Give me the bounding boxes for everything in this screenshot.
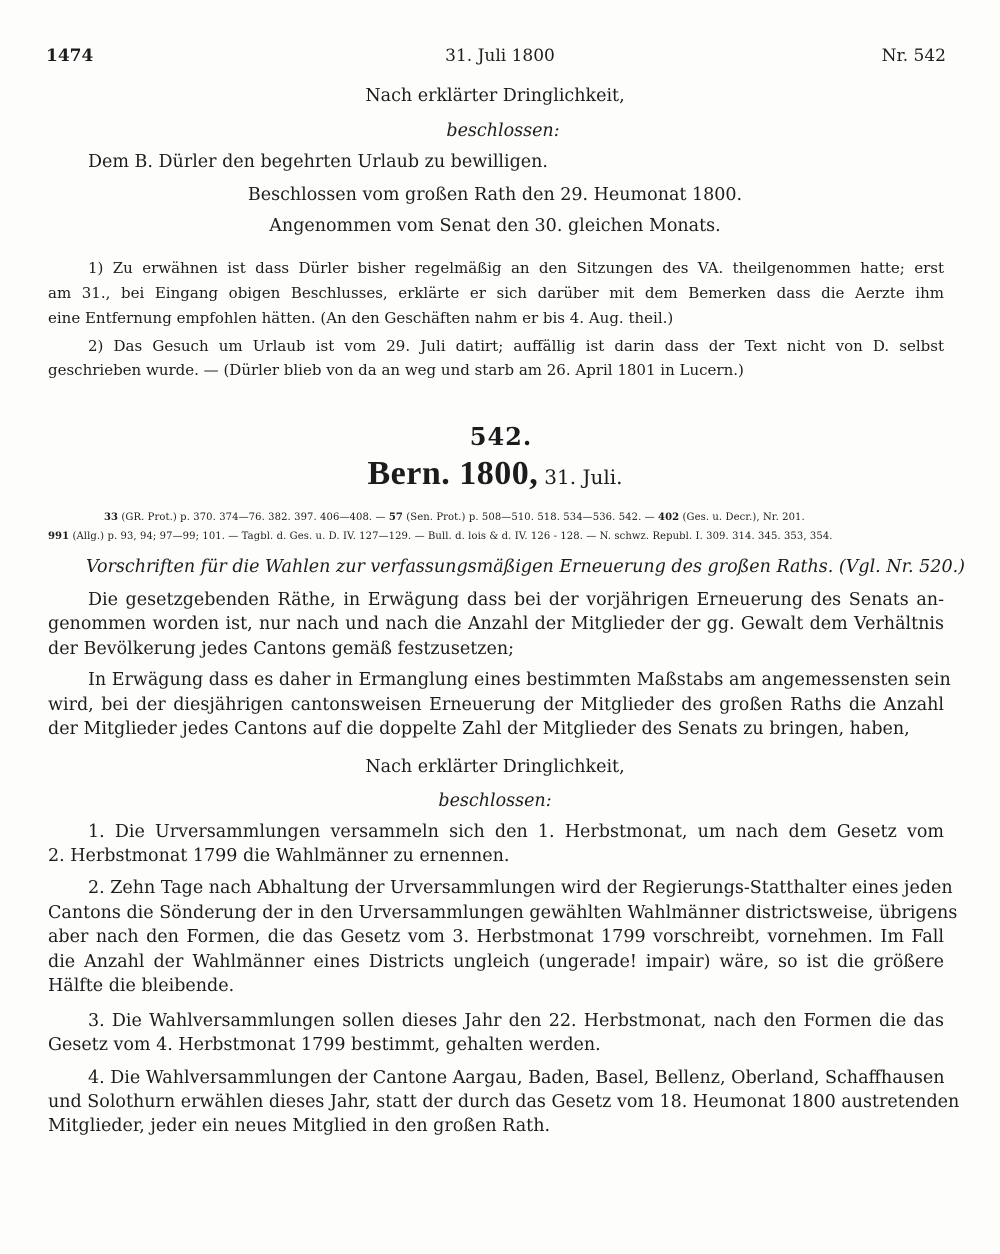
text-line: genommen worden ist, nur nach und nach die Anzahl der Mitglieder der gg. Gewalt dem Verhältnis [48, 614, 944, 634]
document-number-text: 542. [469, 422, 533, 451]
document-place-year: Bern. 1800, [367, 455, 539, 492]
sources-line-1 [104, 512, 805, 523]
source-ref-number: 57 [388, 512, 403, 523]
text-line: 1. Die Urversammlungen versammeln sich den 1. Herbstmonat, um nach dem Gesetz vom [88, 822, 944, 842]
source-ref-number: 402 [658, 512, 680, 523]
source-ref-text: (Sen. Prot.) p. 508—510. 518. 534—536. 542. — [402, 512, 659, 523]
text-line: Mitglieder, jeder ein neues Mitglied in den großen Rath. [48, 1116, 551, 1136]
prev-urgency-line: Nach erklärter Dringlichkeit, [365, 86, 625, 106]
text-line: die Anzahl der Wahlmänner eines Districts ungleich (ungerade! impair) wäre, so ist die größere [48, 952, 944, 972]
text-line: Hälfte die bleibende. [48, 976, 235, 996]
text-line: Die gesetzgebenden Räthe, in Erwägung dass bei der vorjährigen Erneuerung des Senats an- [88, 590, 944, 610]
text-line: Gesetz vom 4. Herbstmonat 1799 bestimmt, gehalten werden. [48, 1035, 601, 1055]
footnote-line: geschrieben wurde. — (Dürler blieb von da an weg und starb am 26. April 1801 in Lucern.) [48, 361, 744, 379]
text-line: der Bevölkerung jedes Cantons gemäß festzusetzen; [48, 639, 515, 659]
footnote-line: am 31., bei Eingang obigen Beschlusses, erklärte er sich darüber mit dem Bemerken dass die Aerzte ihm [48, 284, 944, 302]
text-line: der Mitglieder jedes Cantons auf die doppelte Zahl der Mitglieder des Senats zu bringen, haben, [48, 719, 910, 739]
document-date: 31. Juli. [544, 465, 623, 489]
source-ref-text: (Ges. u. Decr.), Nr. 201. [679, 512, 805, 523]
running-head-date: 31. Juli 1800 [445, 46, 555, 66]
text-line: und Solothurn erwählen dieses Jahr, statt der durch das Gesetz vom 18. Heumonat 1800 austretenden [48, 1092, 960, 1112]
text-line: 4. Die Wahlversammlungen der Cantone Aargau, Baden, Basel, Bellenz, Oberland, Schaffhausen [88, 1068, 945, 1088]
text-line: aber nach den Formen, die das Gesetz vom 3. Herbstmonat 1799 vorschreibt, vornehmen. Im Fall [48, 927, 944, 947]
prev-approval-great-council: Beschlossen vom großen Rath den 29. Heumonat 1800. [247, 185, 743, 205]
source-ref-text: (GR. Prot.) p. 370. 374—76. 382. 397. 406—408. — [118, 512, 389, 523]
prev-resolved-line: beschlossen: [446, 121, 560, 141]
text-line: Cantons die Sönderung der in den Urversammlungen gewählten Wahlmänner districtsweise, übrigens [48, 903, 958, 923]
urgency-line: Nach erklärter Dringlichkeit, [365, 757, 625, 777]
footnote-line: 2) Das Gesuch um Urlaub ist vom 29. Juli datirt; auffällig ist darin dass der Text nicht von D. selbst [88, 337, 944, 355]
footnote-line: eine Entfernung empfohlen hätten. (An den Geschäften nahm er bis 4. Aug. theil.) [48, 309, 674, 327]
text-line: In Erwägung dass es daher in Ermanglung eines bestimmten Maßstabs am angemessensten sein [88, 670, 951, 690]
sources-line-2 [48, 531, 833, 542]
text-line: 3. Die Wahlversammlungen sollen dieses Jahr den 22. Herbstmonat, nach den Formen die das [88, 1011, 944, 1031]
document-title: Vorschriften für die Wahlen zur verfassungsmäßigen Erneuerung des großen Raths. (Vgl. Nr. 520.) [86, 557, 965, 577]
document-heading [0, 455, 990, 493]
resolved-line: beschlossen: [438, 791, 552, 811]
text-line: 2. Herbstmonat 1799 die Wahlmänner zu ernennen. [48, 846, 510, 866]
text-line: 2. Zehn Tage nach Abhaltung der Urversammlungen wird der Regierungs-Statthalter eines jeden [88, 878, 953, 898]
document-number [0, 422, 996, 451]
prev-decision-line: Dem B. Dürler den begehrten Urlaub zu bewilligen. [88, 152, 548, 172]
running-head-number: Nr. 542 [881, 46, 946, 66]
footnote-line: 1) Zu erwähnen ist dass Dürler bisher regelmäßig an den Sitzungen des VA. theilgenommen hatte; erst [88, 259, 944, 277]
source-ref-number: 991 [48, 531, 70, 542]
prev-approval-senate: Angenommen vom Senat den 30. gleichen Monats. [269, 216, 721, 236]
source-ref-text: (Allg.) p. 93, 94; 97—99; 101. — Tagbl. d. Ges. u. D. IV. 127—129. — Bull. d. lois & d. IV. 126 - 128. — N. schwz. Republ. I. 309. 314. 345. 353, 354. [69, 531, 833, 542]
text-line: wird, bei der diesjährigen cantonsweisen Erneuerung der Mitglieder des großen Raths die Anzahl [48, 695, 944, 715]
page-number: 1474 [46, 46, 94, 66]
source-ref-number: 33 [104, 512, 119, 523]
